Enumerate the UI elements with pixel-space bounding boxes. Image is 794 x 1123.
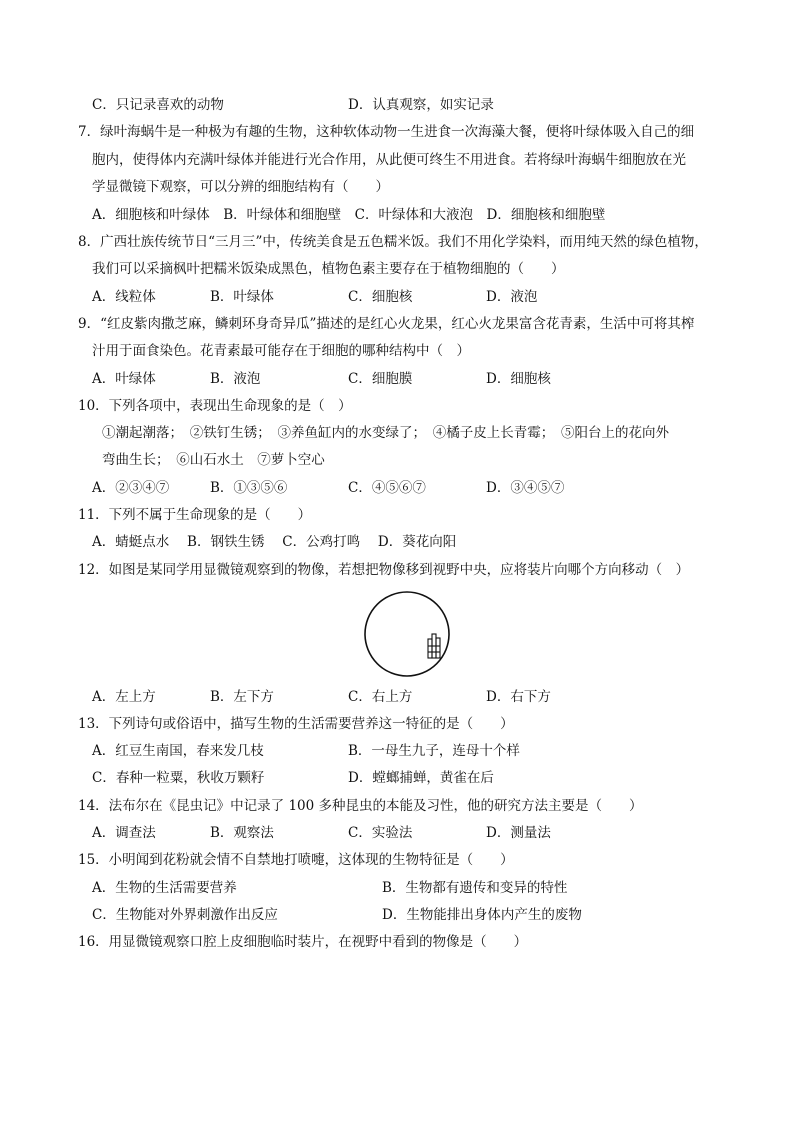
- q9-stem-line1: 9．“红皮紫肉撒芝麻，鳞刺环身奇异瓜”描述的是红心火龙果，红心火龙果富含花青素，生活中可将其榨: [78, 316, 695, 332]
- q6-option-c: C．只记录喜欢的动物: [92, 97, 224, 113]
- q14-option-c: C．实验法: [348, 825, 413, 841]
- q14-stem-line1: 14．法布尔在《昆虫记》中记录了 100 多种昆虫的本能及习性，他的研究方法主要是（ ）: [78, 798, 643, 814]
- q15-option-a: A．生物的生活需要营养: [92, 880, 237, 896]
- q15-option-c: C．生物能对外界刺激作出反应: [92, 907, 278, 923]
- microscope-field-of-view: [362, 590, 454, 678]
- q11-options: A．蜻蜓点水 B．钢铁生锈 C．公鸡打鸣 D．葵花向阳: [92, 534, 457, 550]
- q14-option-d: D．测量法: [486, 825, 551, 841]
- q9-option-b: B．液泡: [210, 371, 261, 387]
- q9-stem-line2: 汁用于面食染色。花青素最可能存在于细胞的哪种结构中（ ）: [92, 343, 470, 359]
- q13-option-b: B．一母生九子，连母十个样: [348, 743, 520, 759]
- q10-stem-line1: 10．下列各项中，表现出生命现象的是（ ）: [78, 398, 352, 414]
- q13-option-c: C．春种一粒粟，秋收万颗籽: [92, 770, 265, 786]
- q10-option-c: C．④⑤⑥⑦: [348, 480, 426, 496]
- q15-option-b: B．生物都有遗传和变异的特性: [382, 880, 568, 896]
- field-of-view-diagram: [362, 590, 454, 678]
- q8-option-a: A．线粒体: [92, 289, 156, 305]
- q7-options: A．细胞核和叶绿体 B．叶绿体和细胞壁 C．叶绿体和大液泡 D．细胞核和细胞壁: [92, 207, 606, 223]
- q14-option-b: B．观察法: [210, 825, 274, 841]
- q10-option-b: B．①③⑤⑥: [210, 480, 288, 496]
- q6-option-d: D．认真观察，如实记录: [348, 97, 494, 113]
- q10-option-a: A．②③④⑦: [92, 480, 170, 496]
- q9-option-c: C．细胞膜: [348, 371, 413, 387]
- q14-option-a: A．调查法: [92, 825, 156, 841]
- q10-items-line1: ①潮起潮落； ②铁钉生锈； ③养鱼缸内的水变绿了； ④橘子皮上长青霉； ⑤阳台上的花向外: [102, 425, 669, 441]
- q13-stem-line1: 13．下列诗句或俗语中，描写生物的生活需要营养这一特征的是（ ）: [78, 716, 514, 732]
- q7-stem-line2: 胞内，使得体内充满叶绿体并能进行光合作用，从此便可终生不用进食。若将绿叶海蜗牛细胞放在光: [92, 152, 686, 168]
- q8-option-c: C．细胞核: [348, 289, 413, 305]
- q12-option-c: C．右上方: [348, 689, 413, 705]
- q13-option-a: A．红豆生南国，春来发几枝: [92, 743, 264, 759]
- q16-stem-line1: 16．用显微镜观察口腔上皮细胞临时装片，在视野中看到的物像是（ ）: [78, 934, 528, 950]
- q12-option-d: D．右下方: [486, 689, 551, 705]
- q8-option-d: D．液泡: [486, 289, 538, 305]
- q11-stem-line1: 11．下列不属于生命现象的是（ ）: [78, 507, 312, 523]
- q8-stem-line2: 我们可以采摘枫叶把糯米饭染成黑色，植物色素主要存在于植物细胞的（ ）: [92, 261, 565, 277]
- q9-option-d: D．细胞核: [486, 371, 551, 387]
- q8-stem-line1: 8．广西壮族传统节日“三月三”中，传统美食是五色糯米饭。我们不用化学染料，而用纯天然的绿色植物，: [78, 234, 708, 250]
- q15-option-d: D．生物能排出身体内产生的废物: [382, 907, 582, 923]
- q12-stem-line1: 12．如图是某同学用显微镜观察到的物像，若想把物像移到视野中央，应将装片向哪个方向移动（ ）: [78, 562, 690, 578]
- q15-stem-line1: 15．小明闻到花粉就会情不自禁地打喷嚏，这体现的生物特征是（ ）: [78, 852, 514, 868]
- q8-option-b: B．叶绿体: [210, 289, 274, 305]
- q10-items-line2: 弯曲生长； ⑥山石水土 ⑦萝卜空心: [102, 452, 325, 468]
- q13-option-d: D．螳螂捕蝉，黄雀在后: [348, 770, 494, 786]
- q10-option-d: D．③④⑤⑦: [486, 480, 565, 496]
- q12-option-b: B．左下方: [210, 689, 274, 705]
- q7-stem-line1: 7．绿叶海蜗牛是一种极为有趣的生物，这种软体动物一生进食一次海藻大餐，便将叶绿体吸入自己的细: [78, 124, 695, 140]
- q12-option-a: A．左上方: [92, 689, 156, 705]
- q7-stem-line3: 学显微镜下观察，可以分辨的细胞结构有（ ）: [92, 179, 389, 195]
- q9-option-a: A．叶绿体: [92, 371, 156, 387]
